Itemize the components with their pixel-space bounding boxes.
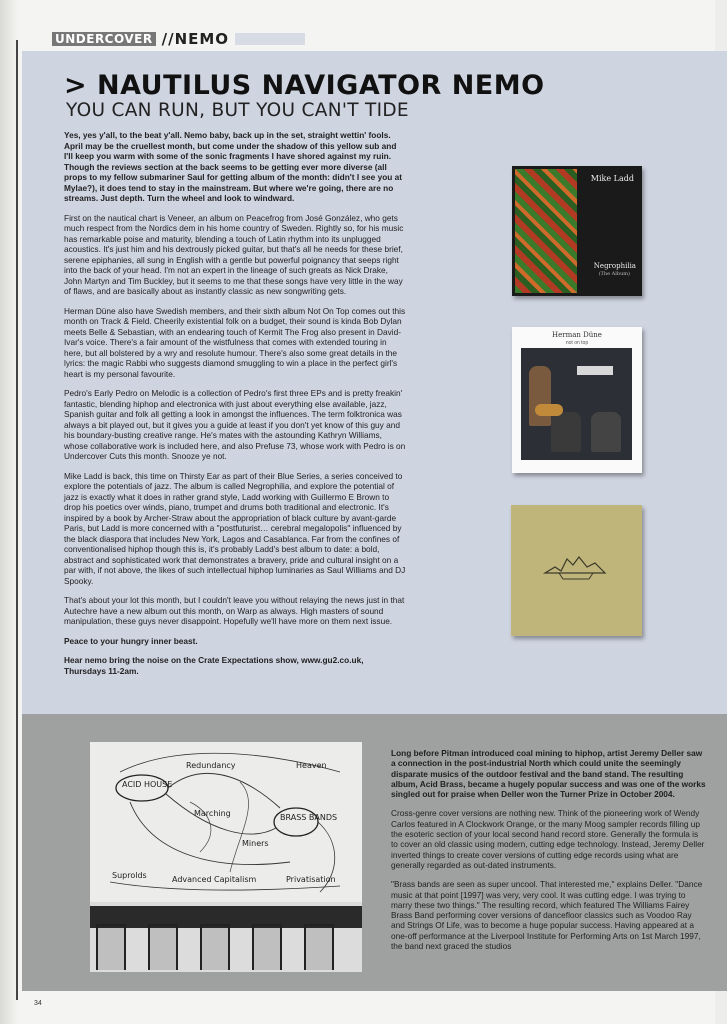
article-signoff: Peace to your hungry inner beast. bbox=[64, 635, 198, 646]
whiteboard-label: BRASS BANDS bbox=[280, 813, 338, 822]
album-cover-mike-ladd bbox=[512, 166, 642, 296]
cover-artist: Herman Düne bbox=[552, 331, 602, 339]
conference-table bbox=[90, 902, 362, 972]
article-footer: Hear nemo bring the noise on the Crate Expectations show, www.gu2.co.uk, Thursdays 11-2am. bbox=[64, 655, 364, 676]
chair bbox=[252, 924, 282, 970]
masthead-section: //NEMO bbox=[161, 30, 230, 48]
whiteboard-photo bbox=[90, 742, 362, 972]
whiteboard-label: Heaven bbox=[296, 761, 327, 770]
sidebar-paragraph: Cross-genre cover versions are nothing new. Think of the pioneering work of Wendy Carlos featured in A Clockwork Orange, or the many Moog sampler records filling up the esoteric section of your local second hand record store. Generally the formula is to cover an old classic using modern, cutting edge technology. Instead, Jeremy Deller inverted things to create cover versions of cutting edge records using what are generally regarded as out-dated instruments. bbox=[391, 808, 705, 870]
cover-line-drawing bbox=[541, 549, 611, 581]
whiteboard-label: Suprolds bbox=[112, 871, 147, 880]
article-paragraph: That's about your lot this month, but I couldn't leave you without relaying the news just in that Autechre have a new album out this month, on Warp as always. High masters of sound manipulation, these guys never disappoint. Hopefully we'll have more on them next issue. bbox=[64, 595, 405, 626]
page-number: 34 bbox=[34, 1000, 42, 1007]
band-member-figure bbox=[529, 366, 551, 426]
article-paragraph: Pedro's Early Pedro on Melodic is a collection of Pedro's first three EPs and is pretty freakin' fantastic, blending hiphop and electronica with just about everything else available, jazz, Spanish guitar and folk all getting a look in amongst the influences. The term folktronica was always a bit played out, but it gives you a guide at least if you don't yet know of this guy and his boundary-busting creative range. He's mates with the astounding Kathryn Williams, whose collaborative work is included here, and also Prefuse 73, whose work with Pedro is on Undercover Cuts this month. Snooze ye not. bbox=[64, 388, 406, 461]
whiteboard-label: Privatisation bbox=[286, 875, 336, 884]
masthead-brand: UNDERCOVER bbox=[52, 32, 156, 46]
whiteboard-label: Miners bbox=[242, 839, 269, 848]
article-lead: Yes, yes y'all, to the beat y'all. Nemo baby, back up in the set, straight wettin' fools. April may be the cruellest month, but come under the shadow of this yellow sub and I'll keep you warm with some of the sonic fragments I have shored against my ruin. Though the reviews section at the back seems to be getting ever more diverse (all props to my fellow submariner Saul for getting album of the month: didn't I see you at Mylae?), it does tend to stay in the mainstream. But where we're going, there are no streams. Just depth. Turn the wheel and look to windward. bbox=[64, 130, 403, 203]
sidebar-text bbox=[391, 748, 707, 960]
article-title: > NAUTILUS NAVIGATOR NEMO bbox=[64, 70, 545, 101]
cover-photo bbox=[521, 348, 632, 460]
band-member-figure bbox=[551, 412, 581, 452]
article-body bbox=[64, 130, 406, 685]
whiteboard-label: Marching bbox=[194, 809, 231, 818]
sidebar-lead: Long before Pitman introduced coal mining to hiphop, artist Jeremy Deller saw a connection in the post-industrial North which could unite the seemingly disparate musics of the outdoor festival and the band stand. The resulting album, Acid Brass, became a hugely popular success and was one of the works singled out for praise when Deller won the Turner Prize in October 2004. bbox=[391, 748, 706, 800]
cover-album-title: Negrophilia bbox=[593, 262, 636, 270]
album-cover-herman-dune bbox=[512, 327, 642, 473]
cover-album-subtitle: (The Album) bbox=[598, 271, 630, 277]
gutter-line bbox=[16, 40, 18, 1000]
chair bbox=[148, 924, 178, 970]
whiteboard-label: ACID HOUSE bbox=[122, 780, 173, 789]
article-paragraph: Herman Düne also have Swedish members, and their sixth album Not On Top comes out this month on Track & Field. Cheerily existential folk on a budget, their sound is kinda Bob Dylan meets Belle & Sebastian, with an endearing touch of Kermit The Frog also present in David-Ivar's voice. There's a fair amount of the wistfulness that comes with extended touring in here, but all bolstered by a wry and resolute humour. There's also some great details in the lyrics: the magic Rabbi who suggests diamond smuggling to win a place in the perfect girl's heart is my personal favourite. bbox=[64, 305, 406, 379]
masthead-ghost-text bbox=[235, 33, 305, 45]
band-member-figure bbox=[591, 412, 621, 452]
masthead bbox=[52, 30, 305, 48]
chair bbox=[304, 924, 334, 970]
article-subtitle: YOU CAN RUN, BUT YOU CAN'T TIDE bbox=[66, 100, 409, 121]
whiteboard-label: Redundancy bbox=[186, 761, 236, 770]
whiteboard-label: Advanced Capitalism bbox=[172, 875, 257, 884]
guitar-shape bbox=[535, 404, 563, 416]
cover-sign bbox=[577, 366, 613, 375]
cover-album-title: not on top bbox=[565, 340, 589, 346]
sidebar-paragraph: "Brass bands are seen as super uncool. That interested me," explains Deller. "Dance music at that point [1997] was very, very cool. It was cutting edge. I was trying to marry these two things." The resulting record, which featured The Williams Fairey Brass Band performing cover versions of dancefloor classics such as Voodoo Ray and Strings Of Life, was to become a huge popular success. Having appeared at a one-off performance at the Liverpool Institute for Performing Arts on 1st March 1997, the band next graced the studios bbox=[391, 879, 703, 952]
chair bbox=[200, 924, 230, 970]
whiteboard-drawing bbox=[90, 742, 362, 902]
cover-artist: Mike Ladd bbox=[590, 174, 634, 183]
cover-artwork bbox=[515, 169, 577, 293]
article-paragraph: First on the nautical chart is Veneer, an album on Peacefrog from José González, who gets much respect from the Nordics dem in his home country of Sweden. Rightly so, for his music has remarkable poise and maturity, blending a touch of Latin rhythm into its unplugged acoustics. It's just him and his dextrously picked guitar, but that's all he needs for these brief, serene epiphanies, all sung in English with a gentle but powerful poignancy that seeps right into the back of your head. I'm not an expert in the lineage of such greats as Nick Drake, John Martyn and Tim Buckley, but it seems to me that these songs have very little in the way of flaws, and are basically about as instantly classic as new songwriting gets. bbox=[64, 212, 404, 296]
album-cover-autechre bbox=[511, 505, 642, 636]
chair bbox=[96, 924, 126, 970]
article-paragraph: Mike Ladd is back, this time on Thirsty Ear as part of their Blue Series, a series conceived to explore the potentials of jazz. The album is called Negrophilia, and explore the potential of jazz is exactly what it does in rather grand style, Ladd working with Guillermo E Brown to drop his poetics over winds, piano, trumpet and drums both traditional and electronic. It's inspired by a book by Archer-Straw about the appropriation of black culture by avant-garde Paris, but Ladd is more concerned with a "postfuturist… cerebral megalopolis" influenced by the black diaspora that includes New York, Lagos and Casablanca. Far from the confines of conventionalised hiphop though this is, it's probably Ladd's best album to date: a bold, abstract and sophisticated work that demonstrates a bravery, pride and cultural insight on a par with, if not above, the likes of such intellectual hiphop luminaries as Saul Williams and DJ Spooky. bbox=[64, 470, 406, 586]
